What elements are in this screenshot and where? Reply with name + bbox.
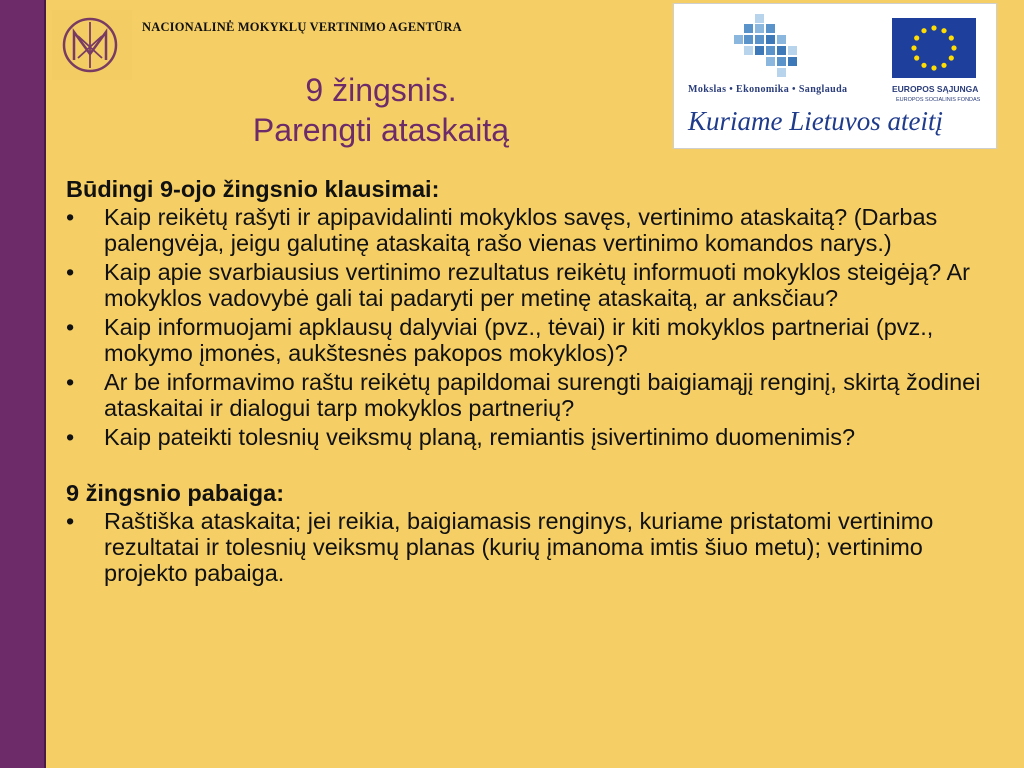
slide-body <box>66 176 1006 589</box>
list-item: • Kaip apie svarbiausius vertinimo rezultatus reikėtų informuoti mokyklos steigėją? Ar mokyklos vadovybė gali tai padaryti per metinę ataskaitą, ar anksčiau? <box>66 259 1006 311</box>
left-sidebar-bar <box>0 0 46 768</box>
list-item: • Kaip pateikti tolesnių veiksmų planą, remiantis įsivertinimo duomenimis? <box>66 424 1006 450</box>
fund-label: EUROPOS SOCIALINIS FONDAS <box>896 97 981 103</box>
title-line-1: 9 žingsnis. <box>305 72 457 108</box>
questions-heading: Būdingi 9-ojo žingsnio klausimai: <box>66 176 440 202</box>
questions-list <box>66 204 1006 450</box>
agency-monogram-icon <box>52 10 132 80</box>
list-item: • Ar be informavimo raštu reikėtų papildomai surengti baigiamąjį renginį, skirtą žodinei ataskaitai ir dialogui tarp mokyklos partnerių? <box>66 369 1006 421</box>
spacer <box>66 453 1006 480</box>
end-list <box>66 508 1006 586</box>
title-line-2: Parengti ataskaitą <box>252 112 510 148</box>
eu-label: EUROPOS SĄJUNGA <box>892 84 979 94</box>
list-item: • Kaip reikėtų rašyti ir apipavidalinti mokyklos savęs, vertinimo ataskaitą? (Darbas palengvėja, jeigu galutinę ataskaitą rašo vienas vertinimo komandos narys.) <box>66 204 1006 256</box>
list-item: • Raštiška ataskaita; jei reikia, baigiamasis renginys, kuriame pristatomi vertinimo rezultatai ir tolesnių veiksmų planas (kurių įmanoma imtis šiuo metu); vertinimo projekto pabaiga. <box>66 508 1006 586</box>
eu-flag-icon <box>892 18 976 78</box>
end-heading: 9 žingsnio pabaiga: <box>66 480 285 506</box>
agency-logo <box>52 10 132 80</box>
partner-logo-panel <box>673 3 997 149</box>
page-title <box>200 70 562 150</box>
slogan: Kuriame Lietuvos ateitį <box>688 106 943 136</box>
program-name: Mokslas • Ekonomika • Sanglauda <box>688 84 848 95</box>
list-item: • Kaip informuojami apklausų dalyviai (pvz., tėvai) ir kiti mokyklos partneriai (pvz., mokymo įmonės, aukštesnės pakopos mokyklos)? <box>66 314 1006 366</box>
agency-name: NACIONALINĖ MOKYKLŲ VERTINIMO AGENTŪRA <box>142 20 462 34</box>
